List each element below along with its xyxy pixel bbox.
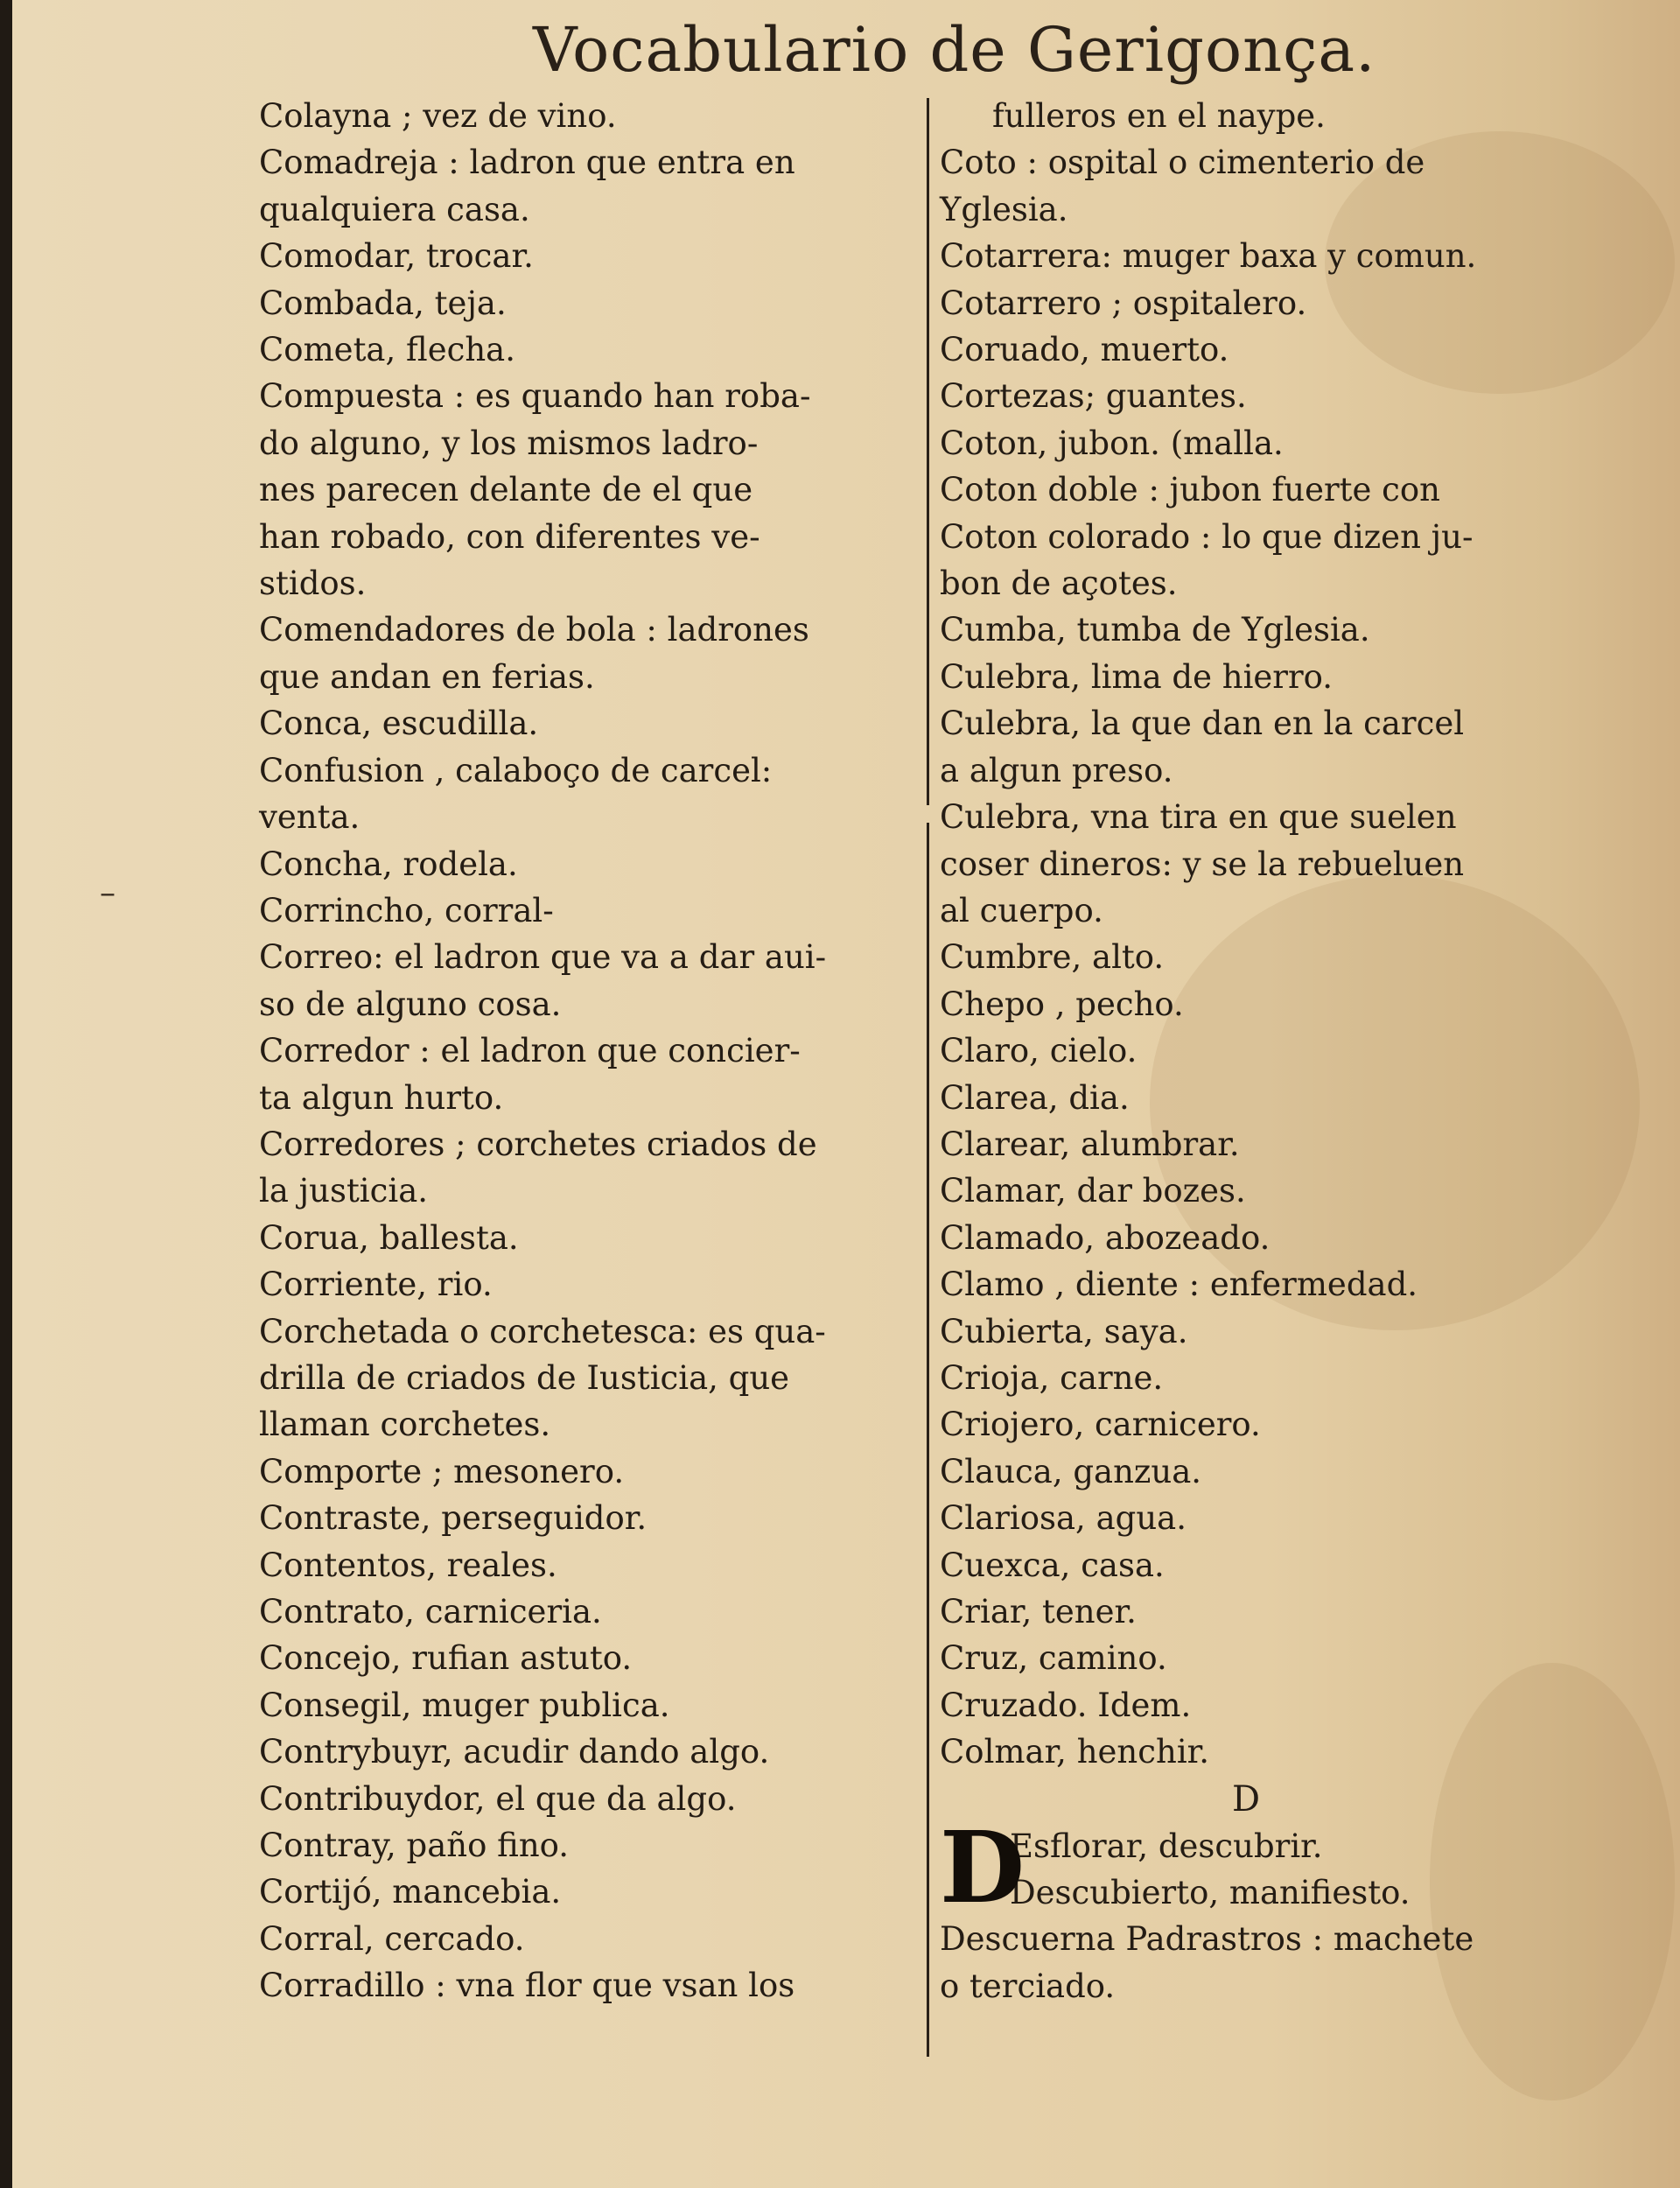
- entry-line: Cortijó, mancebia.: [259, 1873, 562, 1911]
- dictionary-entry: [259, 93, 924, 139]
- dictionary-entry: [940, 981, 1605, 1027]
- entry-line: Corchetada o corchetesca: es qua-: [259, 1312, 826, 1350]
- entry-line: Corredores ; corchetes criados de: [259, 1125, 817, 1163]
- dropcap-block: [940, 1810, 1605, 1925]
- dictionary-entry: [940, 1588, 1605, 1635]
- dictionary-entry: [940, 93, 1605, 139]
- dictionary-entry: [940, 607, 1605, 653]
- entry-line: Chepo , pecho.: [940, 985, 1184, 1023]
- entry-line: Clamo , diente : enfermedad.: [940, 1266, 1418, 1304]
- entry-line: Clariosa, agua.: [940, 1499, 1186, 1538]
- dictionary-entry: [259, 326, 924, 373]
- entry-line: Conca, escudilla.: [259, 705, 539, 743]
- dictionary-entry: [259, 139, 924, 233]
- entry-line: do alguno, y los mismos ladro-: [259, 424, 759, 462]
- entry-line: nes parecen delante de el que: [259, 471, 753, 509]
- entry-line: Contray, paño fino.: [259, 1827, 570, 1865]
- dictionary-entry: [940, 934, 1605, 980]
- dictionary-entry: [259, 934, 924, 1027]
- entry-line: qualquiera casa.: [259, 190, 530, 228]
- margin-dash: –: [100, 875, 116, 911]
- entry-line: Combada, teja.: [259, 284, 507, 322]
- dictionary-entry: [940, 1495, 1605, 1541]
- entry-line: Criar, tener.: [940, 1593, 1137, 1630]
- entry-line: Confusion , calaboço de carcel:: [259, 751, 773, 789]
- entry-line: Yglesia.: [940, 190, 1068, 228]
- dictionary-entry: [259, 1635, 924, 1681]
- entry-line: Culebra, vna tira en que suelen: [940, 798, 1457, 837]
- entry-line: llaman corchetes.: [259, 1406, 551, 1444]
- dictionary-entry: [259, 1027, 924, 1121]
- dictionary-entry: [259, 1215, 924, 1261]
- dictionary-entry: [940, 1729, 1605, 1775]
- entry-line: bon de açotes.: [940, 565, 1178, 603]
- entry-line: Cumba, tumba de Yglesia.: [940, 611, 1370, 649]
- dictionary-entry: [940, 654, 1605, 700]
- entry-line: Claro, cielo.: [940, 1032, 1138, 1070]
- entry-line: fulleros en el naype.: [992, 97, 1326, 135]
- entry-line: Consegil, muger publica.: [259, 1686, 670, 1724]
- dictionary-entry: [259, 1962, 924, 2009]
- entry-line: Cubierta, saya.: [940, 1312, 1188, 1350]
- dictionary-entry: [259, 1495, 924, 1541]
- entry-line: Clamar, dar bozes.: [940, 1172, 1246, 1210]
- dictionary-entry: [940, 139, 1605, 233]
- dictionary-entry: [940, 1355, 1605, 1401]
- entry-line: Cortezas; guantes.: [940, 377, 1247, 416]
- entry-line: Crioja, carne.: [940, 1358, 1164, 1397]
- dictionary-entry: [940, 700, 1605, 794]
- column-rule-upper: [927, 98, 929, 805]
- dictionary-entry: [259, 1308, 924, 1448]
- dictionary-entry: [940, 280, 1605, 326]
- entry-line: Coton colorado : lo que dizen ju-: [940, 517, 1474, 556]
- dictionary-entry: [940, 373, 1605, 419]
- entry-line: Cruz, camino.: [940, 1639, 1167, 1678]
- entry-line: stidos.: [259, 565, 367, 603]
- entry-line: Coruado, muerto.: [940, 331, 1229, 369]
- left-column: [259, 93, 924, 2009]
- dictionary-entry: [259, 1916, 924, 1962]
- entry-line: Correo: el ladron que va a dar aui-: [259, 938, 827, 977]
- entry-line: Comporte ; mesonero.: [259, 1452, 625, 1490]
- dictionary-entry: [259, 1448, 924, 1495]
- dictionary-entry: [940, 1401, 1605, 1448]
- entry-line: Culebra, la que dan en la carcel: [940, 705, 1465, 743]
- entry-line: Cuexca, casa.: [940, 1546, 1165, 1584]
- entry-line: Culebra, lima de hierro.: [940, 657, 1334, 696]
- dictionary-entry: [259, 1588, 924, 1635]
- dictionary-entry: [259, 841, 924, 887]
- page-title: Vocabulario de Gerigonça.: [533, 14, 1376, 86]
- dictionary-entry: [259, 887, 924, 934]
- dictionary-entry: [940, 233, 1605, 279]
- entry-line: Contrato, carniceria.: [259, 1593, 602, 1630]
- dictionary-entry: [259, 1121, 924, 1215]
- dictionary-entry: [259, 280, 924, 326]
- dictionary-entry: [259, 1776, 924, 1822]
- entry-line: so de alguno cosa.: [259, 985, 562, 1023]
- entry-line: Clarea, dia.: [940, 1078, 1130, 1117]
- entry-line: Concha, rodela.: [259, 845, 518, 883]
- entry-line: que andan en ferias.: [259, 657, 595, 696]
- dictionary-entry: [940, 1635, 1605, 1681]
- entry-line: Criojero, carnicero.: [940, 1406, 1261, 1444]
- dictionary-entry: [940, 1308, 1605, 1355]
- dictionary-entry: [259, 373, 924, 607]
- entry-line: Concejo, rufian astuto.: [259, 1639, 633, 1678]
- right-column: [940, 93, 1605, 2009]
- entry-line: Clamado, abozeado.: [940, 1218, 1270, 1257]
- entry-line: al cuerpo.: [940, 891, 1103, 929]
- dictionary-entry: [940, 1916, 1605, 2009]
- dictionary-entry: [940, 1542, 1605, 1588]
- entry-line: o terciado.: [940, 1967, 1116, 2005]
- dictionary-entry: [259, 1729, 924, 1775]
- entry-line: Coton doble : jubon fuerte con: [940, 471, 1441, 509]
- entry-line: venta.: [259, 798, 360, 837]
- entry-line: coser dineros: y se la rebueluen: [940, 845, 1465, 883]
- entry-line: han robado, con diferentes ve-: [259, 517, 760, 556]
- entry-line: Descuerna Padrastros : machete: [940, 1920, 1474, 1959]
- dictionary-entry: [259, 1261, 924, 1308]
- dictionary-entry: [259, 1822, 924, 1869]
- dictionary-entry: [940, 1075, 1605, 1121]
- dictionary-entry: [259, 1542, 924, 1588]
- dictionary-entry: [259, 700, 924, 747]
- dictionary-entry: [259, 1682, 924, 1729]
- entry-line: Corrincho, corral-: [259, 891, 554, 929]
- entry-line: Coton, jubon. (malla.: [940, 424, 1284, 462]
- column-rule-lower: [927, 823, 929, 2057]
- entry-line: Corredor : el ladron que concier-: [259, 1032, 801, 1070]
- drop-capital: D: [940, 1810, 1026, 1925]
- entry-line: Comadreja : ladron que entra en: [259, 144, 795, 182]
- entry-line: Compuesta : es quando han roba-: [259, 377, 811, 416]
- entry-line: drilla de criados de Iusticia, que: [259, 1358, 790, 1397]
- entry-line: Contrybuyr, acudir dando algo.: [259, 1733, 770, 1771]
- dictionary-entry: [259, 233, 924, 279]
- dictionary-entry: [940, 1261, 1605, 1308]
- entry-line: Cotarrera: muger baxa y comun.: [940, 237, 1477, 276]
- entry-line: Comendadores de bola : ladrones: [259, 611, 809, 649]
- entry-line: Clarear, alumbrar.: [940, 1125, 1240, 1163]
- dictionary-entry: [940, 1168, 1605, 1214]
- entry-line: Cumbre, alto.: [940, 938, 1165, 977]
- dictionary-entry: [940, 1682, 1605, 1729]
- entry-line: Cotarrero ; ospitalero.: [940, 284, 1307, 322]
- entry-line: Corriente, rio.: [259, 1266, 493, 1304]
- dictionary-entry: [940, 794, 1605, 934]
- entry-line: Contraste, perseguidor.: [259, 1499, 648, 1538]
- entry-line: Colmar, henchir.: [940, 1733, 1210, 1771]
- dictionary-entry: [940, 420, 1605, 466]
- entry-line: Corua, ballesta.: [259, 1218, 519, 1257]
- entry-line: Colayna ; vez de vino.: [259, 97, 617, 135]
- entry-line: Contribuydor, el que da algo.: [259, 1779, 737, 1818]
- entry-line: Esflorar, descubrir.: [1010, 1827, 1323, 1865]
- entry-line: Corradillo : vna flor que vsan los: [259, 1967, 795, 2005]
- dictionary-entry: [940, 1121, 1605, 1168]
- entry-line: Descubierto, manifiesto.: [1010, 1874, 1410, 1912]
- dictionary-entry: [259, 1869, 924, 1915]
- dictionary-entry: [259, 607, 924, 700]
- entry-line: Cometa, flecha.: [259, 331, 515, 369]
- entry-line: la justicia.: [259, 1172, 429, 1210]
- dictionary-entry: [940, 466, 1605, 513]
- entry-line: Coto : ospital o cimenterio de: [940, 144, 1425, 182]
- entry-line: Corral, cercado.: [259, 1919, 525, 1958]
- dictionary-entry: [259, 747, 924, 841]
- dictionary-entry: [940, 514, 1605, 607]
- entry-line: Comodar, trocar.: [259, 237, 534, 276]
- dictionary-entry: [940, 1448, 1605, 1495]
- dictionary-entry: [940, 1215, 1605, 1261]
- entry-line: a algun preso.: [940, 751, 1173, 789]
- dictionary-entry: [940, 1027, 1605, 1074]
- entry-line: Clauca, ganzua.: [940, 1452, 1202, 1490]
- entry-line: Contentos, reales.: [259, 1546, 557, 1584]
- book-page: [12, 0, 1680, 2188]
- entry-line: Cruzado. Idem.: [940, 1686, 1192, 1724]
- section-letter: D: [1231, 1778, 1261, 1820]
- entry-line: ta algun hurto.: [259, 1078, 504, 1117]
- dictionary-entry: [940, 326, 1605, 373]
